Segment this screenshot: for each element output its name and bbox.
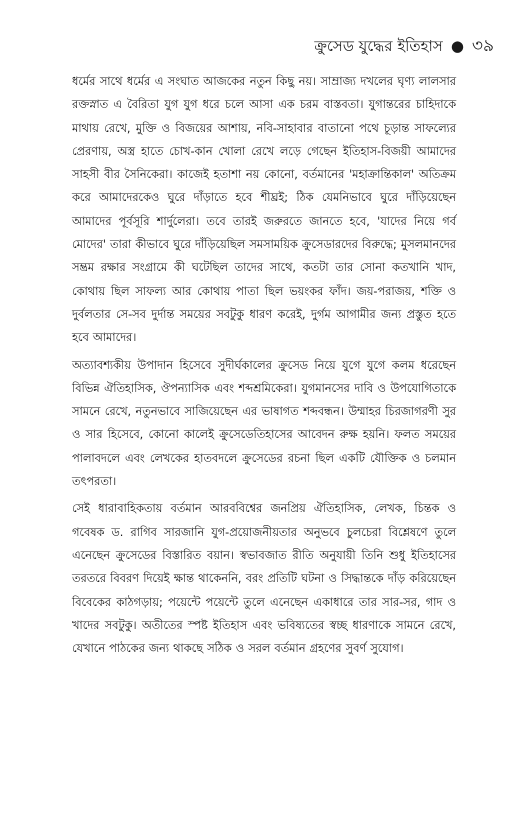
paragraph-3: সেই ধারাবাহিকতায় বর্তমান আরববিশ্বের জনপ্রিয় ঐতিহাসিক, লেখক, চিন্তক ও গবেষক ড. রাগিব সারজানি যুগ-প্রয়োজনীয়তার অনুভবে চুলচেরা বিশ্লেষণে তুলে এনেছেন ক্রুসেডের বিস্তারিত বয়ান। স্বভাবজাত রীতি অনুযায়ী তিনি শুধু ইতিহাসের তরতরে বিবরণ দিয়েই ক্ষান্ত থাকেননি, বরং প্রতিটি ঘটনা ও সিদ্ধান্তকে দাঁড় করিয়েছেন বিবেকের কাঠগড়ায়; পয়েন্টে পয়েন্টে তুলে এনেছেন একাধারে তার সার-সর, গাদ ও খাদের সবটুকু। অতীতের স্পষ্ট ইতিহাস এবং ভবিষ্যতের স্বচ্ছ ধারণাকে সামনে রেখে, যেখানে পাঠকের জন্য থাকছে সঠিক ও সরল বর্তমান গ্রহণের সুবর্ণ সুযোগ। (72, 502, 456, 656)
running-header (314, 36, 494, 56)
book-title: ক্রুসেড যুদ্ধের ইতিহাস (314, 37, 443, 55)
paragraph-1: ধর্মের সাথে ধর্মের এ সংঘাত আজকের নতুন কিছু নয়। সাম্রাজ্য দখলের ঘৃণ্য লালসার রক্তস্নাত এ বৈরিতা যুগ যুগ ধরে চলে আসা এক চরম বাস্তবতা। যুগান্তরের চাহিদাকে মাথায় রেখে, মুক্তি ও বিজয়ের আশায়, নবি-সাহাবার বাতানো পথে চূড়ান্ত সাফল্যের প্রেরণায়, অস্ত্র হাতে চোখ-কান খোলা রেখে লড়ে গেছেন ইতিহাস-বিজয়ী আমাদের সাহসী বীর সৈনিকেরা। কাজেই হতাশা নয় কোনো, বর্তমানের 'মহাক্রান্তিকাল' অতিক্রম করে আমাদেরকেও ঘুরে দাঁড়াতে হবে শীঘ্রই; ঠিক যেমনিভাবে ঘুরে দাঁড়িয়েছেন আমাদের পূর্বসূরি শার্দুলেরা। তবে তারই জরুরতে জানতে হবে, 'যাদের নিয়ে গর্ব মোদের' তারা কীভাবে ঘুরে দাঁড়িয়েছিল সমসাময়িক ক্রুসেডারদের বিরুদ্ধে; মুসলমানদের সম্ভ্রম রক্ষার সংগ্রামে কী ঘটেছিল তাদের সাথে, কতটা তার সোনা কতখানি খাদ, কোথায় ছিল সাফল্য আর কোথায় পাতা ছিল ভয়ংকর ফাঁদ। জয়-পরাজয়, শক্তি ও দুর্বলতার সে-সব দুর্দান্ত সময়ের সবটুকু ধারণ করেই, দুর্গম আগামীর জন্য প্রস্তুত হতে হবে আমাদের। (72, 75, 456, 345)
paragraph-2: অত্যাবশ্যকীয় উপাদান হিসেবে সুদীর্ঘকালের ক্রুসেড নিয়ে যুগে যুগে কলম ধরেছেন বিভিন্ন ঐতিহাসিক, ঔপন্যাসিক এবং শব্দশ্রমিকেরা। যুগমানসের দাবি ও উপযোগিতাকে সামনে রেখে, নতুনভাবে সাজিয়েছেন এর ভাষাগত শব্দবন্ধন। উম্মাহর চিরজাগরণী সুর ও সার হিসেবে, কোনো কালেই ক্রুসেডেতিহাসের আবেদন রুক্ষ হয়নি। ফলত সময়ের পালাবদলে এবং লেখকের হাতবদলে ক্রুসেডের রচনা ছিল একটি যৌক্তিক ও চলমান তৎপরতা। (72, 358, 456, 489)
bullet-separator: ● (450, 37, 464, 55)
page-number: ৩৯ (471, 36, 494, 56)
page-body (72, 70, 456, 664)
